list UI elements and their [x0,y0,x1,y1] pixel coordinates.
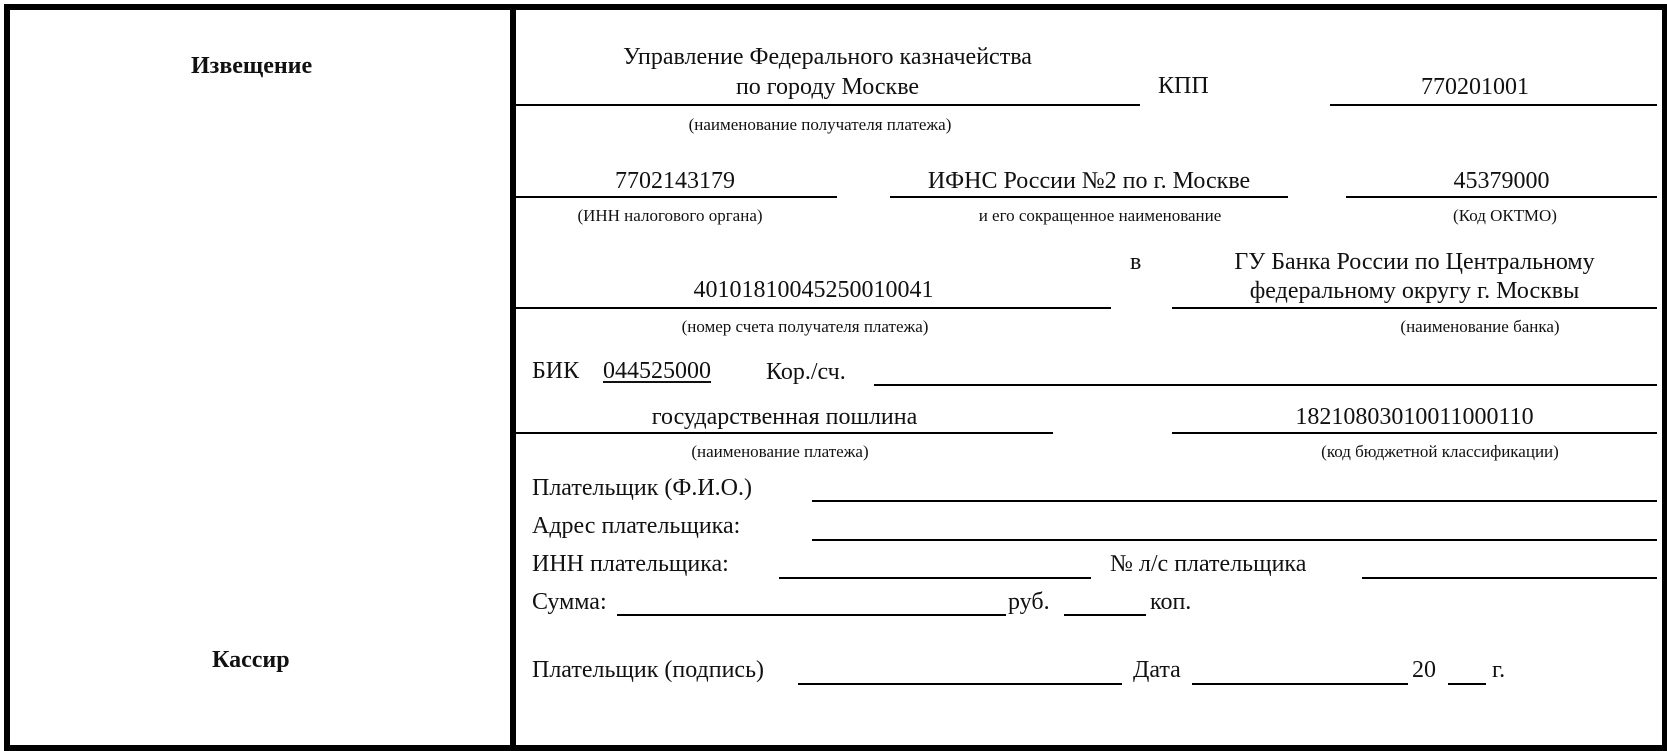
year-prefix: 20 [1412,657,1436,683]
sum-rub-field[interactable] [617,614,1006,616]
cashier-heading: Кассир [212,647,290,673]
tax-short-name-caption: и его сокращенное наименование [978,206,1222,225]
payer-fio-label: Плательщик (Ф.И.О.) [532,475,752,501]
kbk-caption: (код бюджетной классификации) [1321,442,1559,461]
account-number-field[interactable] [516,307,1111,309]
payer-account-label: № л/с плательщика [1110,551,1307,577]
payer-fio-field[interactable] [812,500,1657,502]
kbk-field[interactable] [1172,432,1657,434]
payer-inn-field[interactable] [779,577,1091,579]
tax-inn-caption: (ИНН налогового органа) [577,206,763,225]
recipient-name-field[interactable] [516,104,1140,106]
oktmo-caption: (Код ОКТМО) [1453,206,1557,225]
payment-name-caption: (наименование платежа) [691,442,869,461]
bank-name-caption: (наименование банка) [1400,317,1560,336]
kbk-value: 18210803010011000110 [1295,404,1534,430]
payer-address-field[interactable] [812,539,1657,541]
payer-signature-label: Плательщик (подпись) [532,657,765,683]
payer-address-label: Адрес плательщика: [532,513,741,539]
year-field[interactable] [1448,683,1486,685]
payment-name-field[interactable] [516,432,1053,434]
bank-name-field[interactable] [1172,307,1657,309]
corr-account-label: Кор./сч. [766,359,846,385]
account-number: 40101810045250010041 [693,277,934,303]
tax-inn-field[interactable] [516,196,837,198]
payer-signature-field[interactable] [798,683,1122,685]
account-number-caption: (номер счета получателя платежа) [681,317,929,336]
bik-label: БИК [532,358,580,384]
sum-kop-label: коп. [1150,589,1192,615]
tax-short-name-field[interactable] [890,196,1288,198]
bank-name-line1: ГУ Банка России по Центральному [1234,249,1595,275]
bik-value: 044525000 [603,358,711,384]
section-divider [510,4,516,751]
recipient-name-caption: (наименование получателя платежа) [688,115,952,134]
kpp-label: КПП [1158,73,1209,99]
payment-name: государственная пошлина [651,404,918,430]
sum-label: Сумма: [532,589,607,615]
date-label: Дата [1133,657,1181,683]
payer-inn-label: ИНН плательщика: [532,551,729,577]
recipient-name-line1: Управление Федерального казначейства [623,44,1032,70]
sum-rub-label: руб. [1008,589,1050,615]
corr-account-field[interactable] [874,384,1657,386]
date-field[interactable] [1192,683,1408,685]
year-suffix: г. [1492,657,1506,683]
tax-inn-value: 7702143179 [615,168,735,194]
sum-kop-field[interactable] [1064,614,1146,616]
oktmo-field[interactable] [1346,196,1657,198]
notice-heading: Извещение [191,53,313,79]
oktmo-value: 45379000 [1453,168,1550,194]
kpp-value: 770201001 [1421,74,1529,100]
bank-name-line2: федеральному округу г. Москвы [1249,278,1580,304]
payer-account-field[interactable] [1362,577,1657,579]
kpp-field[interactable] [1330,104,1657,106]
bank-in-word: в [1130,249,1142,275]
recipient-name-line2: по городу Москве [735,74,920,100]
tax-short-name: ИФНС России №2 по г. Москве [927,168,1251,194]
